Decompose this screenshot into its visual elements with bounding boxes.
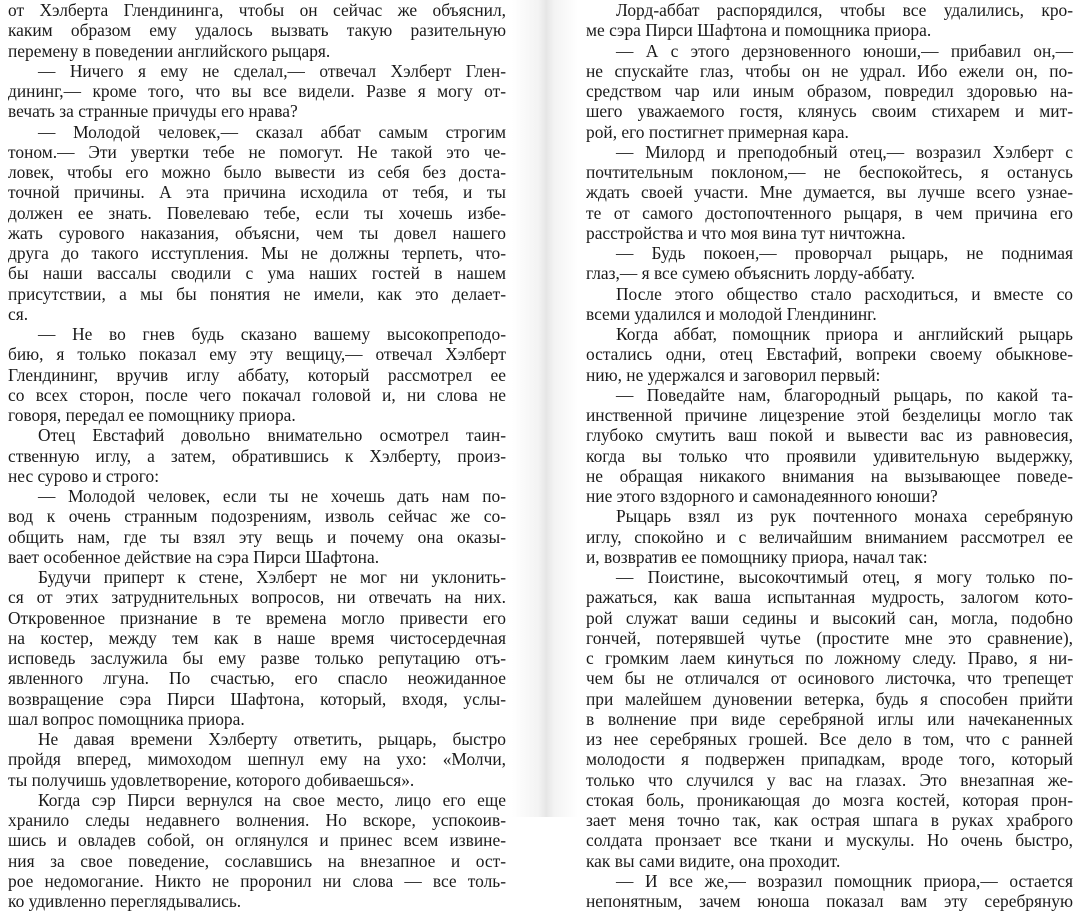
text-line: из нее серебряных грошей. Все дело в том, что с ранней: [586, 729, 1073, 749]
text-line: зает меня точно так, как острая шпага в руках храброго: [586, 810, 1073, 830]
text-line: дининг,— кроме того, что вы все видели. Разве я могу от-: [8, 81, 506, 101]
text-line: Будучи приперт к стене, Хэлберт не мог ни уклонить-: [38, 567, 506, 587]
text-line: — А с этого дерзновенного юноши,— прибавил он,—: [616, 40, 1073, 61]
text-line: рой, его постигнет примерная кара.: [586, 121, 849, 142]
text-line: Отец Евстафий довольно внимательно осмотрел таин-: [38, 425, 506, 446]
text-line: при малейшем дуновении ветерка, будь я способен прийти: [586, 688, 1073, 709]
text-line: — Ничего я ему не сделал,— отвечал Хэлберт Глен-: [38, 60, 506, 81]
text-line: непонятным, зачем юноша показал вам эту серебряную: [586, 891, 1073, 911]
text-line: иглу, спокойно и с величайшим вниманием рассмотрел ее: [586, 526, 1073, 547]
text-line: Глендининг, вручив иглу аббату, который рассмотрел ее: [8, 364, 506, 385]
text-line: рой служат ваши седины и высокий сан, могла, подобно: [586, 607, 1073, 628]
text-line: от Хэлберта Глендининга, чтобы он сейчас же объяснил,: [8, 0, 506, 20]
text-line: гончей, потерявшей чутье (простите мне это сравнение),: [586, 627, 1073, 648]
text-line: возвращение сэра Пирси Шафтона, который, входя, услы-: [8, 688, 506, 709]
text-line: расстройства и что моя вина тут ничтожна.: [586, 222, 906, 243]
text-line: молодости я подвержен припадкам, вроде того, который: [586, 749, 1073, 770]
book-gutter: [512, 0, 578, 817]
text-line: ждать своей участи. Мне думается, вы лучше всего узнае-: [586, 182, 1073, 203]
text-line: бию, я только показал ему эту вещицу,— отвечал Хэлберт: [8, 344, 506, 365]
text-line: только что случился у вас на глазах. Это внезапная же-: [586, 769, 1073, 790]
text-line: шего уважаемого гостя, клянусь своим стихарем и мит-: [586, 101, 1073, 122]
text-line: ражаться, как ваша испытанная мудрость, залогом кото-: [586, 587, 1073, 608]
text-line: каким образом ему удалось вызвать такую разительную: [8, 20, 506, 41]
text-line: ловек, чтобы его можно было вывести из себя без доста-: [8, 162, 506, 182]
text-line: и, возвратив ее помощнику приора, начал так:: [586, 546, 928, 567]
text-line: Лорд-аббат распорядился, чтобы все удалились, кро-: [616, 0, 1073, 20]
text-line: рое недомогание. Никто не проронил ни слова — все толь-: [8, 870, 506, 891]
text-line: не обращая никакого внимания на вызывающее поведе-: [586, 465, 1073, 486]
text-line: — Не во гнев будь сказано вашему высокопреподо-: [38, 324, 506, 344]
text-line: пройдя вперед, мимоходом шепнул ему на ухо: «Молчи,: [8, 749, 506, 770]
text-line: — Молодой человек,— сказал аббат самым строгим: [38, 121, 506, 142]
text-line: После этого общество стало расходиться, и вместе со: [616, 283, 1073, 304]
text-line: с громким лаем кинуться по ложному следу. Право, я ни-: [586, 648, 1073, 668]
text-line: ственную иглу, а затем, обратившись к Хэлберту, произ-: [8, 445, 506, 466]
text-line: ко удивленно переглядывались.: [8, 891, 242, 911]
left-page: [8, 0, 506, 911]
text-line: на костер, между тем как в наше время чистосердечная: [8, 627, 506, 648]
text-line: исповедь заслужила бы ему разве только репутацию отъ-: [8, 648, 506, 668]
text-line: общить нам, где ты взял эту вещь и почему она оказы-: [8, 526, 506, 547]
text-line: — Поистине, высокочтимый отец, я могу только по-: [616, 567, 1073, 587]
text-line: явленного лгуна. По счастью, его спасло неожиданное: [8, 668, 506, 689]
text-line: тоном.— Эти увертки тебе не помогут. Не такой это че-: [8, 141, 506, 162]
text-line: — Молодой человек, если ты не хочешь дать нам по-: [38, 486, 506, 506]
text-line: — И все же,— возразил помощник приора,— остается: [616, 870, 1073, 891]
text-line: перемену в поведении английского рыцаря.: [8, 40, 331, 61]
text-line: нию, не удержался и заговорил первый:: [586, 364, 881, 385]
text-line: в волнение при виде серебряной иглы или начеканенных: [586, 708, 1073, 729]
text-line: ся от этих затруднительных вопросов, ни отвечать на них.: [8, 587, 506, 608]
text-line: Не давая времени Хэлберту ответить, рыцарь, быстро: [38, 729, 506, 749]
text-line: хранило следы недавнего волнения. Но вскоре, успокоив-: [8, 810, 506, 830]
text-line: ме сэра Пирси Шафтона и помощника приора.: [586, 20, 932, 41]
text-line: инственной причине лицезрение этой безделицы могло так: [586, 405, 1073, 425]
text-line: вод к очень странным подозрениям, изволь сейчас же со-: [8, 506, 506, 527]
text-line: ния за свое поведение, сославшись на внезапное и ост-: [8, 850, 506, 871]
text-line: те от самого достопочтенного рыцаря, в чем причина его: [586, 202, 1073, 223]
text-line: почтительным поклоном,— не беспокойтесь, я останусь: [586, 162, 1073, 182]
text-line: шись и овладев собой, он оглянулся и принес всем извине-: [8, 830, 506, 851]
text-line: глубоко смутить ваш покой и вывести вас из равновесия,: [586, 425, 1073, 446]
text-line: — Поведайте нам, благородный рыцарь, по какой та-: [616, 384, 1073, 405]
text-line: должен ее знать. Повелеваю тебе, если ты хочешь избе-: [8, 202, 506, 223]
text-line: ние этого вздорного и самонадеянного юноши?: [586, 486, 938, 506]
text-line: — Милорд и преподобный отец,— возразил Хэлберт с: [616, 141, 1073, 162]
text-line: чем бы не отличался от осинового листочка, что трепещет: [586, 668, 1073, 689]
text-line: шал вопрос помощника приора.: [8, 708, 245, 729]
text-line: солдата пронзает все ткани и мускулы. Но очень быстро,: [586, 830, 1073, 851]
text-line: нес сурово и строго:: [8, 465, 160, 486]
text-line: бы наши вассалы сводили с ума наших гостей в нашем: [8, 263, 506, 284]
text-line: стокая боль, проникающая до мозга костей, которая прон-: [586, 789, 1073, 810]
text-line: Когда сэр Пирси вернулся на свое место, лицо его еще: [38, 789, 506, 810]
text-line: как вы сами видите, она проходит.: [586, 850, 841, 871]
text-line: ся.: [8, 303, 29, 324]
text-line: глаз,— я все сумею объяснить лорду-аббату.: [586, 263, 915, 284]
text-line: остались одни, отец Евстафий, вопреки своему обыкнове-: [586, 344, 1073, 365]
text-line: со всех сторон, после чего покачал головой и, ни слова не: [8, 384, 506, 405]
text-line: точной причины. А эта причина исходила от тебя, и ты: [8, 182, 506, 203]
text-line: вает особенное действие на сэра Пирси Шафтона.: [8, 546, 380, 567]
text-line: — Будь покоен,— проворчал рыцарь, не поднимая: [616, 243, 1073, 263]
text-line: не спускайте глаз, чтобы он не удрал. Ибо ежели он, по-: [586, 60, 1073, 81]
right-page: [586, 0, 1073, 911]
text-line: вечать за странные причуды его нрава?: [8, 101, 298, 122]
text-line: друга до такого исступления. Мы не должны терпеть, что-: [8, 243, 506, 263]
text-line: присутствии, а мы бы понятия не имели, как это делает-: [8, 283, 506, 304]
text-line: всеми удалился и молодой Глендининг.: [586, 303, 877, 324]
text-line: ты получишь удовлетворение, которого добиваешься».: [8, 769, 415, 790]
text-line: Рыцарь взял из рук почтенного монаха серебряную: [616, 506, 1073, 527]
text-line: жать сурового наказания, объясни, чем ты довел нашего: [8, 222, 506, 243]
text-line: Когда аббат, помощник приора и английский рыцарь: [616, 324, 1073, 344]
text-line: когда вы только что проявили удивительную выдержку,: [586, 445, 1073, 466]
text-line: говоря, передал ее помощнику приора.: [8, 405, 296, 425]
text-line: Откровенное признание в те времена могло привести его: [8, 607, 506, 628]
text-line: средством чар или иным образом, повредил здоровью на-: [586, 81, 1073, 101]
